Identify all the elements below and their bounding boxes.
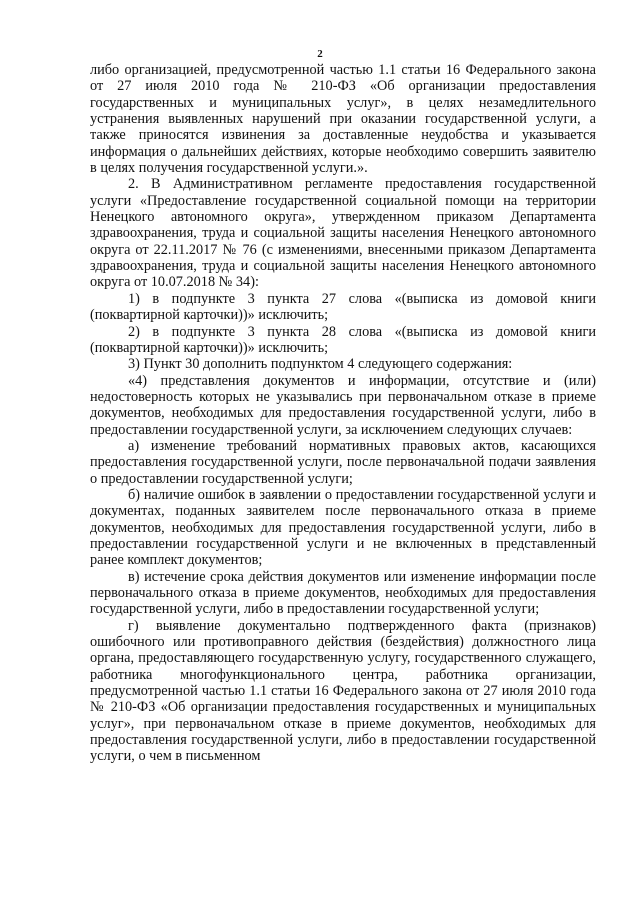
paragraph-quoted-4: «4) представления документов и информации, отсутствие и (или) недостоверность которых не указывались при первоначальном отказе в приеме документов, необходимых для предоставления государственной услуги, либо в предоставлении государственной услуги, за исключением следующих случаев: [90, 372, 596, 438]
page-number: 2 [317, 48, 323, 60]
paragraph-subitem-3: 3) Пункт 30 дополнить подпунктом 4 следующего содержания: [128, 356, 513, 373]
paragraph-case-v: в) истечение срока действия документов или изменение информации после первоначального отказа в приеме документов, необходимых для предоставления государственной услуги, либо в предоставлении государственной услуги; [90, 568, 596, 618]
paragraph-subitem-2: 2) в подпункте 3 пункта 28 слова «(выписка из домовой книги (поквартирной карточки))» исключить; [90, 323, 596, 356]
paragraph-subitem-1: 1) в подпункте 3 пункта 27 слова «(выписка из домовой книги (поквартирной карточки))» исключить; [90, 290, 596, 324]
document-body [90, 62, 596, 765]
paragraph-case-g: г) выявление документально подтвержденного факта (признаков) ошибочного или противоправного действия (бездействия) должностного лица органа, предоставляющего государственную услугу, государственного служащего, работника многофункционального центра, работника организации, предусмотренной частью 1.1 статьи 16 Федерального закона от 27 июля 2010 года № 210-ФЗ «Об организации предоставления государственных и муниципальных услуг», при первоначальном отказе в приеме документов, необходимых для предоставления государственной услуги, либо в предоставлении государственной услуги, о чем в письменном [90, 617, 596, 765]
paragraph-case-b: б) наличие ошибок в заявлении о предоставлении государственной услуги и документах, поданных заявителем после первоначального отказа в приеме документов, необходимых для предоставления государственной услуги, либо в предоставлении государственной услуги и не включенных в представленный ранее комплект документов; [90, 486, 596, 569]
paragraph-item-2: 2. В Административном регламенте предоставления государственной услуги «Предоставление государственной социальной помощи на территории Ненецкого автономного округа», утвержденном приказом Департамента здравоохранения, труда и социальной защиты населения Ненецкого автономного округа от 22.11.2017 № 76 (с изменениями, внесенными приказом Департамента здравоохранения, труда и социальной защиты населения Ненецкого автономного округа от 10.07.2018 № 34): [90, 176, 596, 291]
paragraph-case-a: а) изменение требований нормативных правовых актов, касающихся предоставления государственной услуги, после первоначальной подачи заявления о предоставлении государственной услуги; [90, 437, 596, 487]
paragraph-continuation: либо организацией, предусмотренной частью 1.1 статьи 16 Федерального закона от 27 июля 2010 года № 210-ФЗ «Об организации предоставления государственных и муниципальных услуг», в целях незамедлительного устранения выявленных нарушений при оказании государственной услуги, а также приносятся извинения за доставленные неудобства и указывается информация о дальнейших действиях, которые необходимо совершить заявителю в целях получения государственной услуги.». [90, 62, 596, 177]
